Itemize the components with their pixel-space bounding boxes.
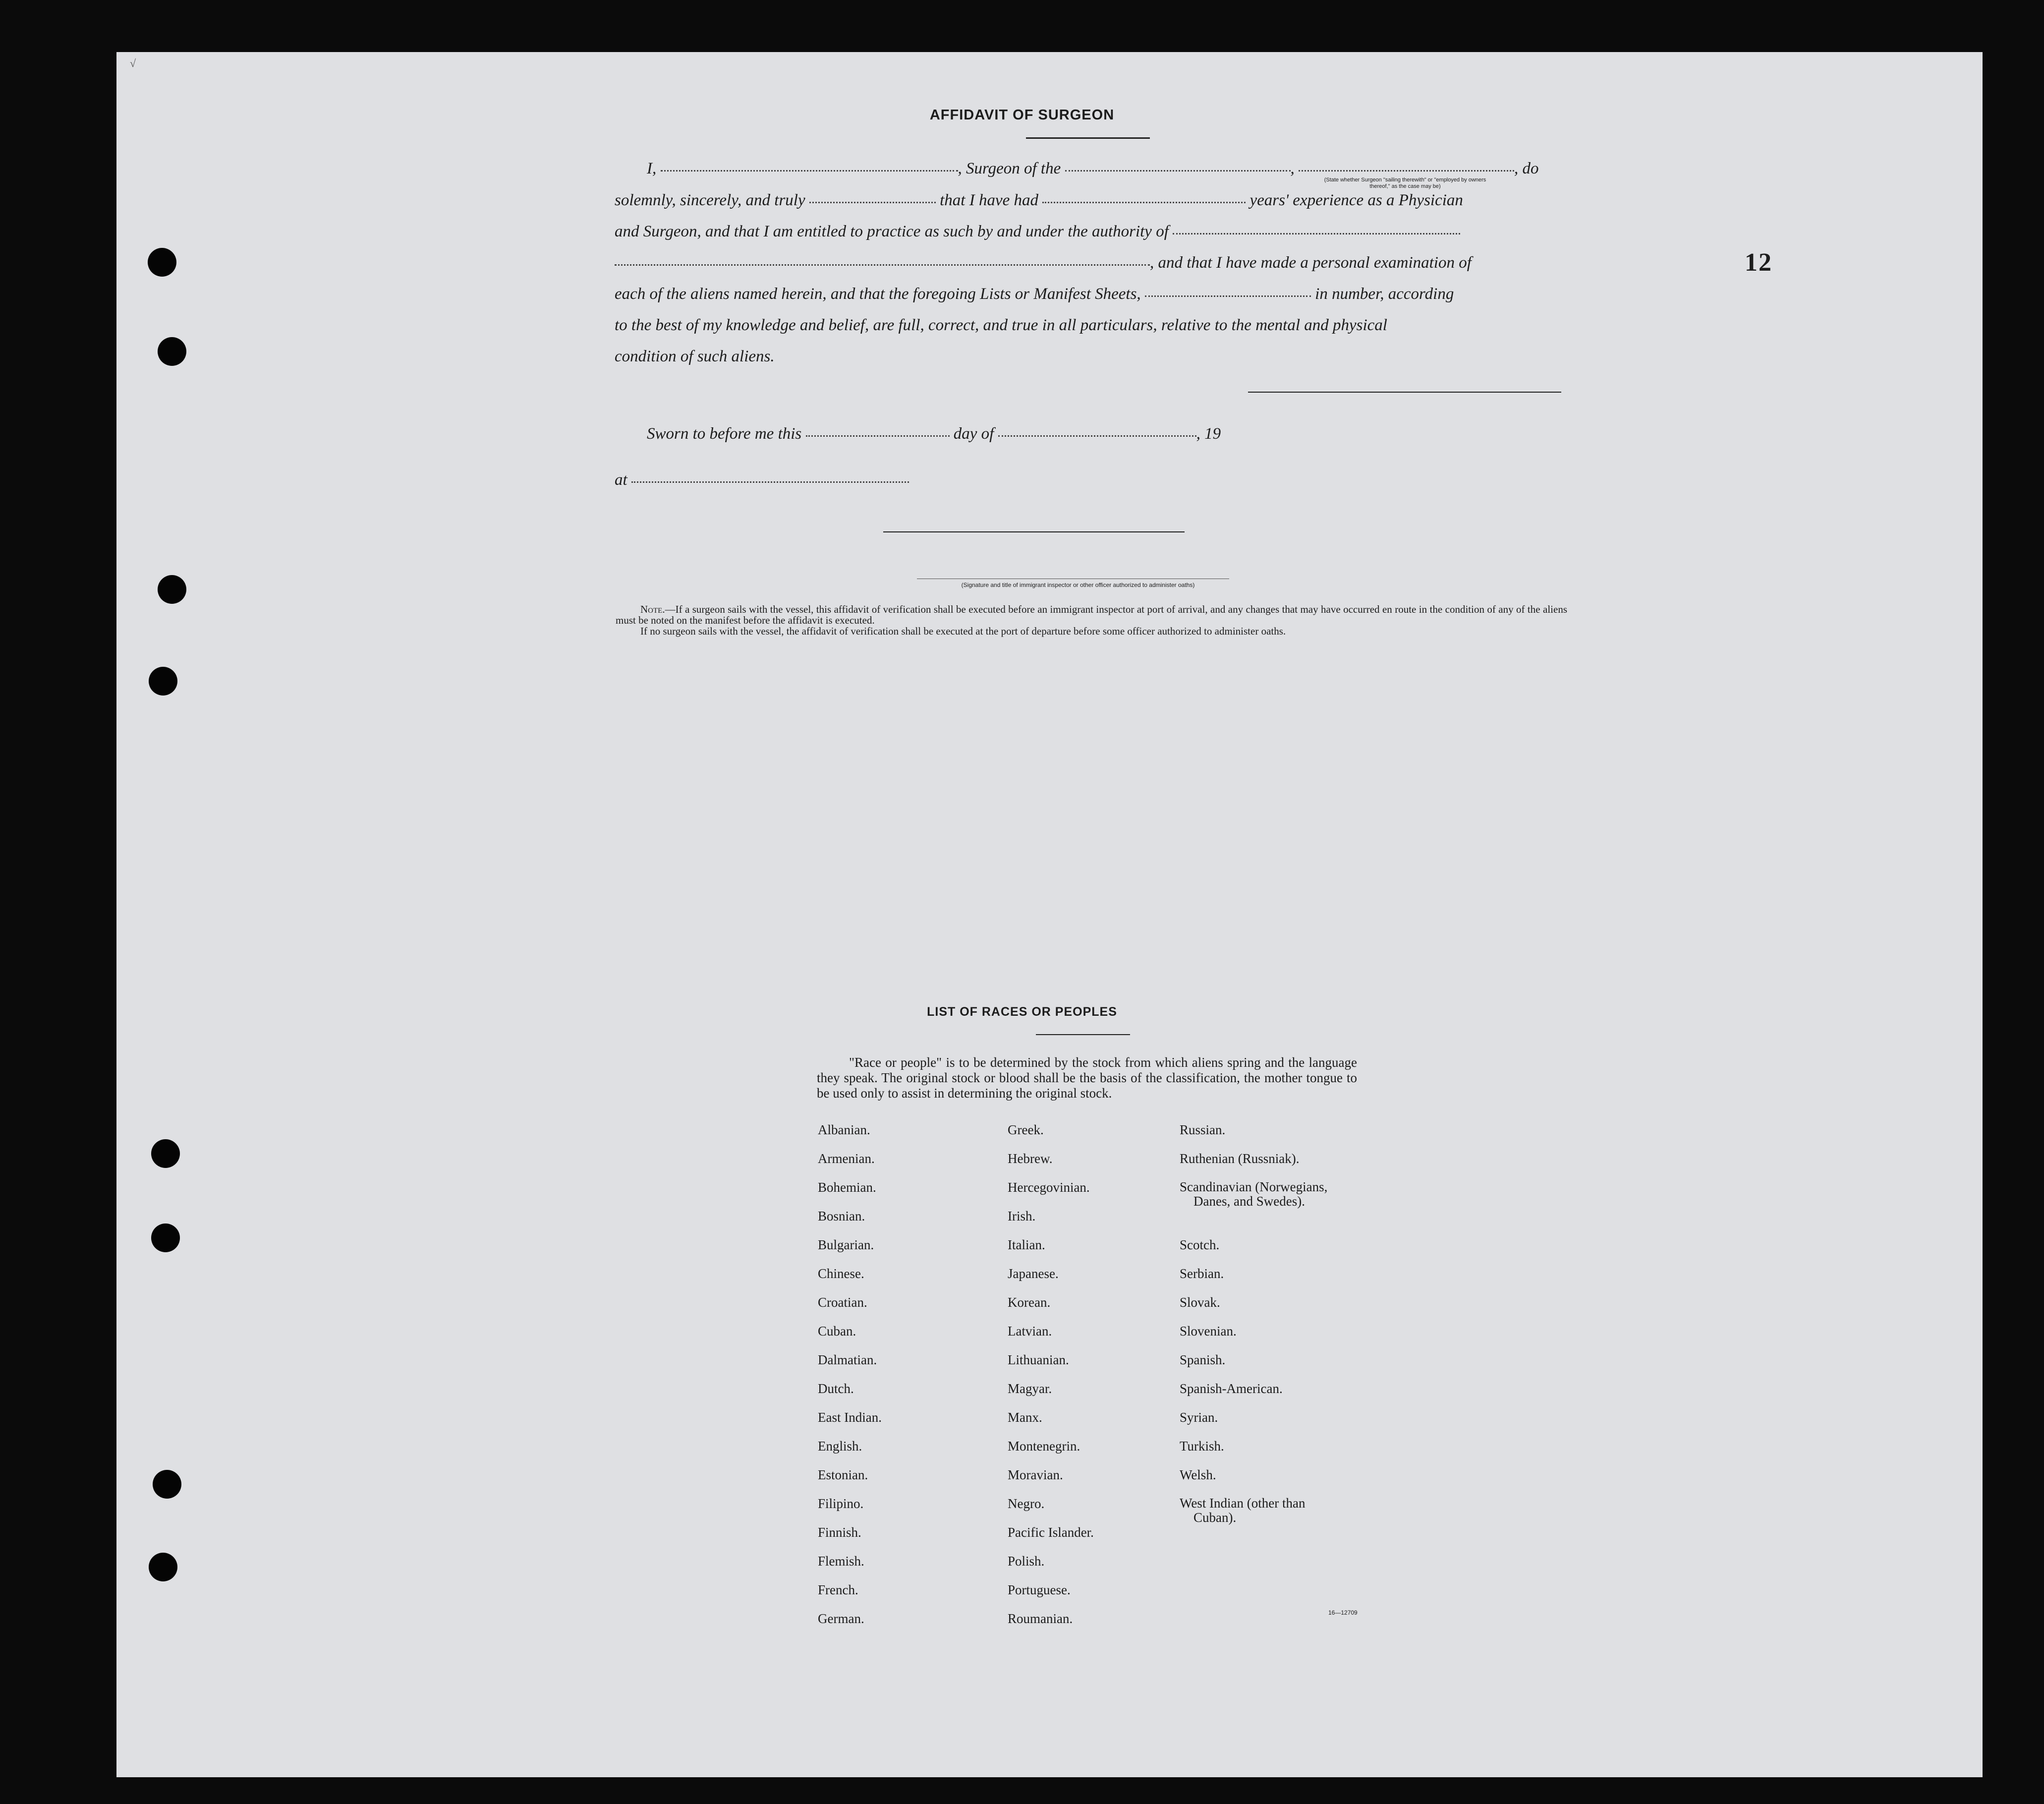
race-item: Scotch.	[1180, 1237, 1220, 1252]
affidavit-title: AFFIDAVIT OF SURGEON	[929, 107, 1115, 123]
races-column-2	[1008, 1115, 1094, 1633]
place-blank	[631, 481, 909, 483]
vessel-name-blank	[1065, 170, 1291, 172]
race-item: Polish.	[1008, 1554, 1045, 1569]
page-number: 12	[1745, 248, 1772, 277]
punch-hole	[153, 1470, 181, 1499]
races-column-3	[1180, 1115, 1327, 1547]
race-item: Bosnian.	[818, 1209, 865, 1223]
race-item: Negro.	[1008, 1496, 1045, 1511]
race-item: Italian.	[1008, 1237, 1045, 1252]
race-item: Greek.	[1008, 1122, 1044, 1137]
authority-blank	[1173, 233, 1460, 234]
race-item: Magyar.	[1008, 1381, 1052, 1396]
race-item: Armenian.	[818, 1151, 875, 1166]
race-item: German.	[818, 1611, 864, 1626]
race-item: Roumanian.	[1008, 1611, 1073, 1626]
race-item: Turkish.	[1180, 1439, 1224, 1454]
punch-hole	[158, 575, 186, 604]
affidavit-line-5: each of the aliens named herein, and that the foregoing Lists or Manifest Sheets, in number, according	[615, 285, 1454, 303]
authority-blank-cont	[615, 264, 1150, 266]
title-underline	[1026, 137, 1150, 139]
race-item: English.	[818, 1439, 862, 1454]
race-item: Scandinavian (Norwegians, Danes, and Swedes).	[1180, 1179, 1328, 1209]
race-item: Japanese.	[1008, 1266, 1059, 1281]
race-item: Croatian.	[818, 1295, 867, 1310]
form-code: 16—12709	[1328, 1609, 1358, 1616]
punch-hole	[158, 337, 186, 366]
sworn-day-blank	[806, 435, 950, 437]
race-item: Hercegovinian.	[1008, 1180, 1090, 1195]
surgeon-name-blank	[661, 170, 958, 172]
punch-hole	[148, 248, 176, 277]
race-item: Bulgarian.	[818, 1237, 874, 1252]
affidavit-line-3: and Surgeon, and that I am entitled to practice as such by and under the authority of	[615, 223, 1566, 241]
surgeon-status-note: (State whether Surgeon "sailing therewith" or "employed by owners thereof," as the case may be)	[1324, 177, 1486, 189]
race-item: Ruthenian (Russniak).	[1180, 1151, 1300, 1166]
race-item: Estonian.	[818, 1467, 868, 1482]
affidavit-note: Note.—If a surgeon sails with the vessel, this affidavit of verification shall be executed before an immigrant inspector at port of arrival, and any changes that may have occurred en route in the condition of any of the aliens must be noted on the manifest before the affidavit is executed. If no surgeon sails with the vessel, the affidavit of verification shall be executed at the port of departure before some officer authorized to administer oaths.	[616, 603, 1567, 637]
race-item: Flemish.	[818, 1554, 864, 1569]
race-item: Filipino.	[818, 1496, 864, 1511]
years-blank	[1042, 201, 1246, 203]
affidavit-line-7: condition of such aliens.	[615, 348, 775, 365]
race-item: Latvian.	[1008, 1324, 1052, 1338]
race-item: Dutch.	[818, 1381, 854, 1396]
signature-caption: (Signature and title of immigrant inspector or other officer authorized to administer oaths)	[961, 582, 1195, 588]
race-item: Welsh.	[1180, 1467, 1216, 1482]
race-item: Spanish.	[1180, 1352, 1226, 1367]
sworn-line: Sworn to before me this day of , 19	[647, 425, 1221, 443]
races-intro: "Race or people" is to be determined by the stock from which aliens spring and the language they speak. The original stock or blood shall be the basis of the classification, the mother tongue to be used only to assist in determining the original stock.	[817, 1055, 1357, 1101]
race-item: Hebrew.	[1008, 1151, 1053, 1166]
affidavit-line-1: I, , Surgeon of the , , do	[647, 160, 1539, 177]
race-item: Irish.	[1008, 1209, 1036, 1223]
surgeon-signature-line	[1248, 392, 1561, 393]
race-item: Cuban.	[818, 1324, 856, 1338]
races-title-underline	[1036, 1034, 1130, 1035]
race-item: Montenegrin.	[1008, 1439, 1080, 1454]
race-item: West Indian (other than Cuban).	[1180, 1496, 1306, 1525]
punch-hole	[149, 667, 177, 696]
race-item: Finnish.	[818, 1525, 861, 1540]
oath-blank	[809, 201, 936, 203]
race-item: Dalmatian.	[818, 1352, 877, 1367]
punch-hole	[151, 1223, 180, 1252]
race-item: Lithuanian.	[1008, 1352, 1069, 1367]
races-title: LIST OF RACES OR PEOPLES	[927, 1005, 1117, 1019]
race-item: Albanian.	[818, 1122, 870, 1137]
officer-signature-line	[883, 531, 1185, 532]
affidavit-line-4: , and that I have made a personal examination of	[615, 254, 1566, 272]
surgeon-status-blank	[1299, 170, 1514, 172]
race-item: Portuguese.	[1008, 1582, 1071, 1597]
race-item: Korean.	[1008, 1295, 1051, 1310]
races-column-1	[818, 1115, 882, 1633]
race-item: Spanish-American.	[1180, 1381, 1283, 1396]
race-item: Serbian.	[1180, 1266, 1224, 1281]
race-item: Slovenian.	[1180, 1324, 1237, 1338]
punch-hole	[149, 1553, 177, 1581]
race-item: Manx.	[1008, 1410, 1042, 1425]
race-item: Chinese.	[818, 1266, 864, 1281]
race-item: Pacific Islander.	[1008, 1525, 1094, 1540]
race-item: Moravian.	[1008, 1467, 1063, 1482]
punch-hole	[151, 1139, 180, 1168]
affidavit-line-2: solemnly, sincerely, and truly that I have had years' experience as a Physician	[615, 191, 1463, 209]
margin-check-mark: √	[130, 57, 136, 69]
race-item: East Indian.	[818, 1410, 882, 1425]
at-line: at	[615, 471, 1566, 489]
race-item: French.	[818, 1582, 858, 1597]
sheets-count-blank	[1145, 295, 1311, 297]
race-item: Bohemian.	[818, 1180, 876, 1195]
race-item: Slovak.	[1180, 1295, 1220, 1310]
affidavit-line-6: to the best of my knowledge and belief, are full, correct, and true in all particulars, relative to the mental and physical	[615, 316, 1387, 334]
race-item: Syrian.	[1180, 1410, 1218, 1425]
race-item: Russian.	[1180, 1122, 1226, 1137]
sworn-month-blank	[998, 435, 1196, 437]
